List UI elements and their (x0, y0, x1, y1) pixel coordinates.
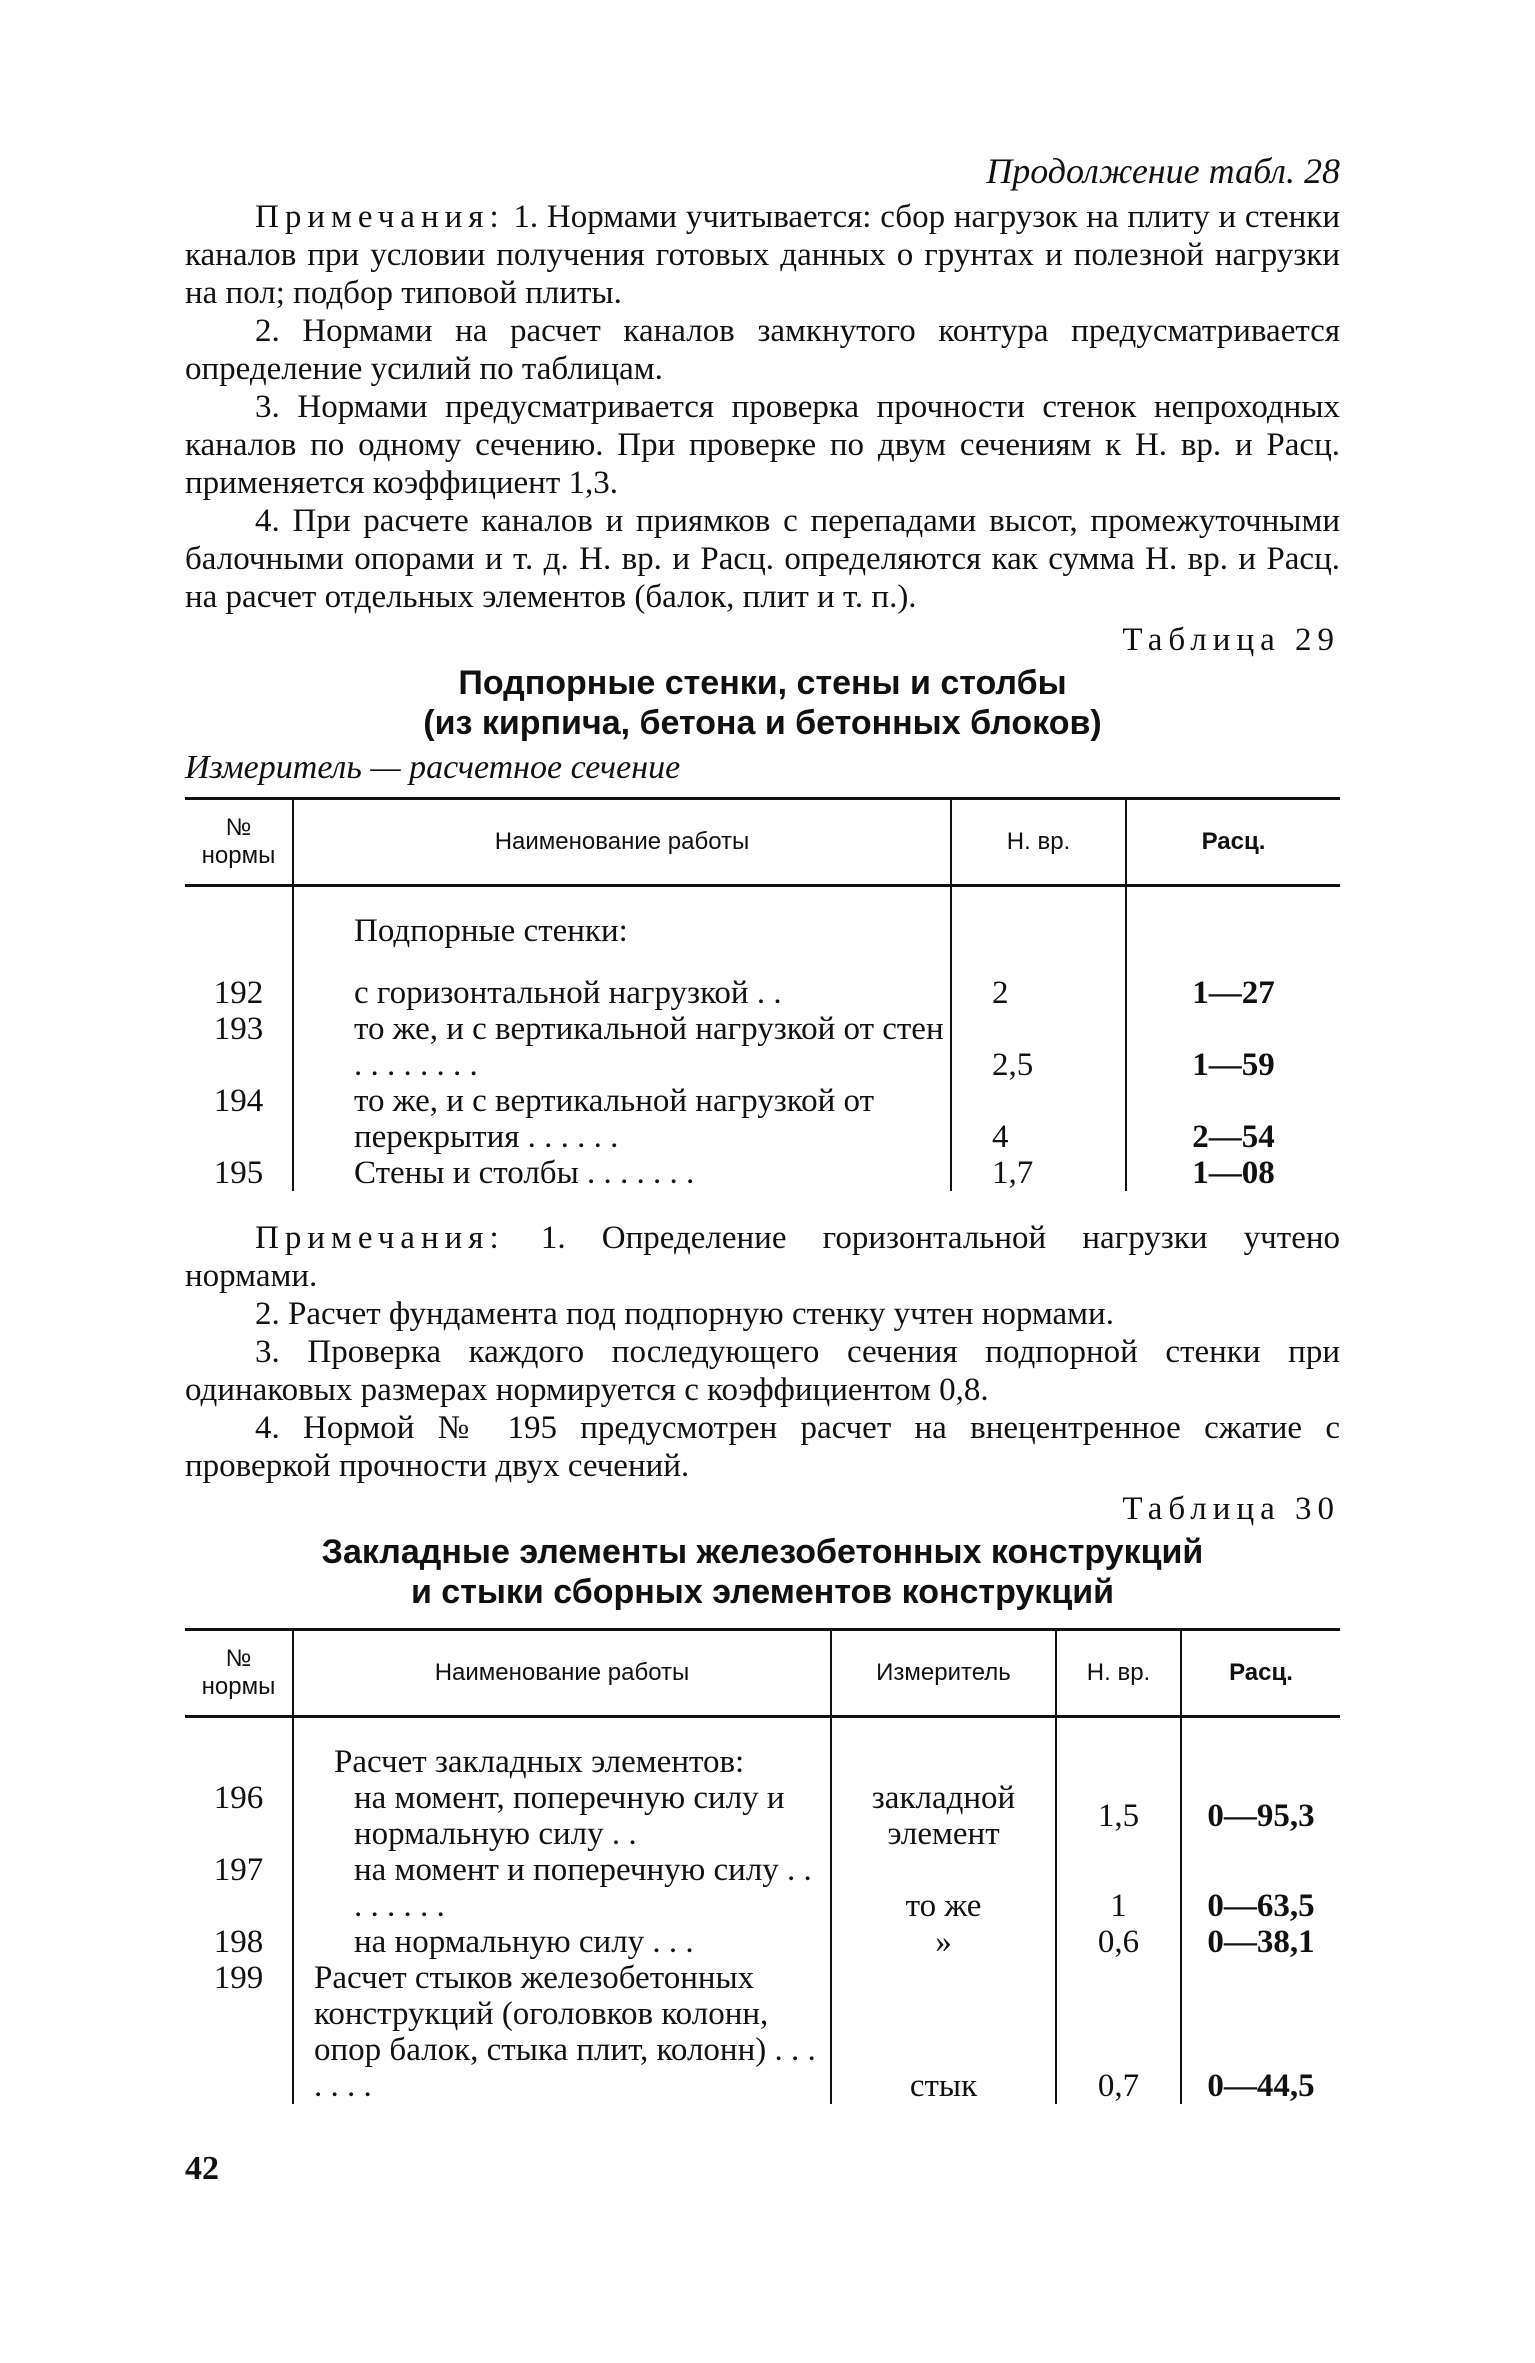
table-row: 195 Стены и столбы . . . . . . . 1,7 1—08 (185, 1155, 1340, 1191)
col-header-rasc: Расц. (1181, 1630, 1340, 1717)
table-row: 199 Расчет стыков железобетонных конструкций (оголовков колонн, опор балок, стыка плит, колонн) . . . . . . . стык 0,7 0—44,5 (185, 1960, 1340, 2104)
col-header-hvr: Н. вр. (951, 799, 1126, 886)
table-row: 198 на нормальную силу . . . » 0,6 0—38,1 (185, 1924, 1340, 1960)
table-29-title-line1: Подпорные стенки, стены и столбы (458, 664, 1067, 702)
table-29-label: Таблица 29 (1122, 622, 1340, 658)
note-item: 3. Проверка каждого последующего сечения подпорной стенки при одинаковых размерах нормируется с коэффициентом 0,8. (185, 1334, 1340, 1408)
col-header-meas: Измеритель (831, 1630, 1056, 1717)
table-row (185, 913, 1340, 949)
notes-table-29 (185, 1219, 1340, 1485)
col-header-rasc: Расц. (1126, 799, 1340, 886)
col-header-name: Наименование работы (293, 1630, 831, 1717)
note-item: Примечания: 1. Определение горизонтальной нагрузки учтено нормами. (185, 1220, 1340, 1294)
notes-label: Примечания: (255, 1220, 505, 1256)
page-number: 42 (185, 2150, 219, 2187)
table-30-label: Таблица 30 (1122, 1491, 1340, 1527)
col-header-name: Наименование работы (293, 799, 951, 886)
table-row (185, 1744, 1340, 1780)
table-29-title-line2: (из кирпича, бетона и бетонных блоков) (423, 704, 1102, 742)
col-header-num: № нормы (185, 799, 293, 886)
table-row: 193 то же, и с вертикальной нагрузкой от стен . . . . . . . . 2,5 1—59 (185, 1011, 1340, 1083)
note-item: 3. Нормами предусматривается проверка прочности стенок непроходных каналов по одному сечению. При проверке по двум сечениям к Н. вр. и Расц. применяется коэффициент 1,3. (185, 389, 1340, 501)
notes-label: Примечания: (255, 199, 505, 235)
table-29 (185, 797, 1340, 1191)
note-item: 4. Нормой № 195 предусмотрен расчет на внецентренное сжатие с проверкой прочности двух сечений. (185, 1410, 1340, 1484)
table-29-measurer: Измеритель — расчетное сечение (185, 749, 681, 786)
table-row: 197 на момент и поперечную силу . . . . . . . . то же 1 0—63,5 (185, 1852, 1340, 1924)
note-item: 4. При расчете каналов и приямков с перепадами высот, промежуточными балочными опорами и т. д. Н. вр. и Расц. определяются как сумма Н. вр. и Расц. на расчет отдельных элементов (балок, плит и т. п.). (185, 503, 1340, 615)
table-30 (185, 1628, 1340, 2104)
col-header-hvr: Н. вр. (1056, 1630, 1181, 1717)
note-item: 2. Расчет фундамента под подпорную стенку учтен нормами. (255, 1296, 1114, 1332)
notes-table-28 (185, 198, 1340, 616)
table-30-title-line1: Закладные элементы железобетонных конструкций (321, 1533, 1204, 1571)
note-item: 2. Нормами на расчет каналов замкнутого контура предусматривается определение усилий по таблицам. (185, 313, 1340, 387)
note-item: Примечания: 1. Нормами учитывается: сбор нагрузок на плиту и стенки каналов при условии получения готовых данных о грунтах и полезной нагрузки на пол; подбор типовой плиты. (185, 199, 1340, 311)
group-label: Подпорные стенки: (293, 913, 951, 949)
col-header-num: № нормы (185, 1630, 293, 1717)
group-label: Расчет закладных элементов: (293, 1744, 831, 1780)
table-30-title-line2: и стыки сборных элементов конструкций (410, 1573, 1115, 1611)
continuation-title: Продолжение табл. 28 (986, 151, 1340, 191)
table-row: 196 на момент, поперечную силу и нормальную силу . . закладной элемент 1,5 0—95,3 (185, 1780, 1340, 1852)
page (185, 150, 1340, 2104)
table-row: 194 то же, и с вертикальной нагрузкой от перекрытия . . . . . . 4 2—54 (185, 1083, 1340, 1155)
table-row: 192 с горизонтальной нагрузкой . . 2 1—27 (185, 975, 1340, 1011)
